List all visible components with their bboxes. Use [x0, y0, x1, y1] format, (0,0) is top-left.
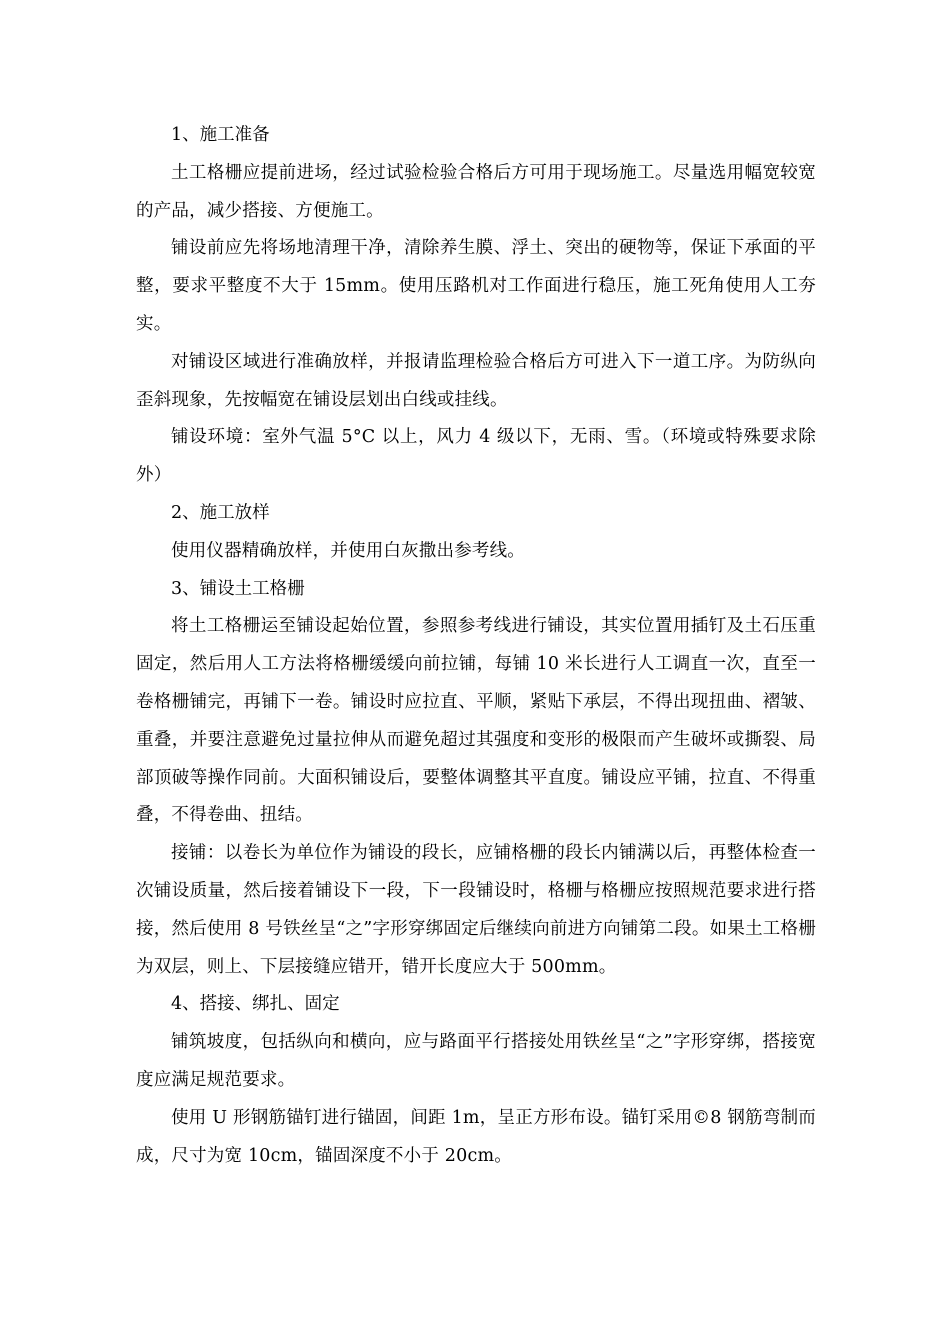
section-3-paragraph-1: 将土工格栅运至铺设起始位置，参照参考线进行铺设，其实位置用插钉及土石压重固定，然后用人工方法将格栅缓缓向前拉铺，每铺 10 米长进行人工调直一次，直至一卷格栅铺完，再铺下一卷。铺设时应拉直、平顺，紧贴下承层，不得出现扭曲、褶皱、重叠，并要注意避免过量拉伸从而避免超过其强度和变形的极限而产生破坏或撕裂、局部顶破等操作同前。大面积铺设后，要整体调整其平直度。铺设应平铺，拉直、不得重叠，不得卷曲、扭结。	[136, 616, 816, 826]
section-1-heading: 1、施工准备	[171, 125, 270, 145]
section-2-paragraph-1: 使用仪器精确放样，并使用白灰撒出参考线。	[171, 540, 525, 561]
section-4-heading: 4、搭接、绑扎、固定	[171, 994, 340, 1015]
section-3-paragraph-2: 接铺：以卷长为单位作为铺设的段长，应铺格栅的段长内铺满以后，再整体检查一次铺设质量，然后接着铺设下一段，下一段铺设时，格栅与格栅应按照规范要求进行搭接，然后使用 8 号铁丝呈“之”字形穿绑固定后继续向前进方向铺第二段。如果土工格栅为双层，则上、下层接缝应错开，错开长度应大于 500mm。	[136, 843, 816, 977]
section-2-heading: 2、施工放样	[171, 502, 270, 523]
section-3-heading: 3、铺设土工格栅	[171, 578, 305, 599]
section-1-paragraph-3: 对铺设区域进行准确放样，并报请监理检验合格后方可进入下一道工序。为防纵向歪斜现象，先按幅宽在铺设层划出白线或挂线。	[136, 351, 816, 410]
section-1-paragraph-1: 土工格栅应提前进场，经过试验检验合格后方可用于现场施工。尽量选用幅宽较宽的产品，减少搭接、方便施工。	[136, 162, 816, 221]
section-1-paragraph-2: 铺设前应先将场地清理干净，清除养生膜、浮土、突出的硬物等，保证下承面的平整，要求平整度不大于 15mm。使用压路机对工作面进行稳压，施工死角使用人工夯实。	[136, 238, 816, 334]
section-4-paragraph-2: 使用 U 形钢筋锚钉进行锚固，间距 1m，呈正方形布设。锚钉采用©8 钢筋弯制而成，尺寸为宽 10cm，锚固深度不小于 20cm。	[136, 1107, 816, 1166]
section-4-paragraph-1: 铺筑坡度，包括纵向和横向，应与路面平行搭接处用铁丝呈“之”字形穿绑，搭接宽度应满足规范要求。	[136, 1032, 816, 1090]
document-body	[136, 117, 816, 1175]
section-1-paragraph-4: 铺设环境：室外气温 5°C 以上，风力 4 级以下，无雨、雪。（环境或特殊要求除外）	[136, 427, 816, 486]
